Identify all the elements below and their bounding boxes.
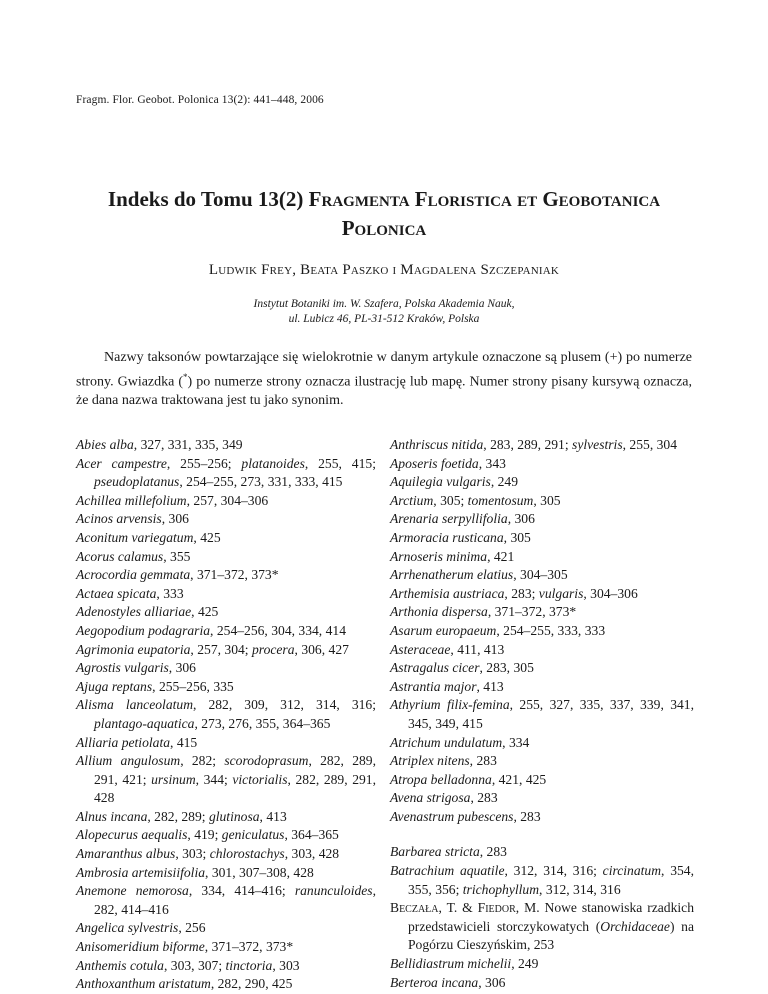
- page-references: , 355: [163, 548, 191, 564]
- index-column-left: [76, 436, 376, 994]
- index-entry: [390, 955, 694, 974]
- page-references: , 283, 305: [479, 660, 534, 676]
- page-references: , 334, 414–416;: [188, 883, 295, 899]
- index-entry: [390, 659, 694, 678]
- taxon-name: Athyrium filix-femina: [390, 697, 510, 713]
- index-entry: [390, 771, 694, 790]
- index-entry: [76, 864, 376, 883]
- page-references: , 304–306: [583, 585, 638, 601]
- taxon-name: Alnus incana: [76, 808, 148, 824]
- taxon-name: tomentosum: [467, 492, 534, 508]
- index-entry: [76, 845, 376, 864]
- page-references: , 282;: [180, 753, 225, 769]
- index-entry: [76, 808, 376, 827]
- index-entry: [76, 510, 376, 529]
- index-entry: [390, 789, 694, 808]
- index-entry: [390, 566, 694, 585]
- index-entry: [390, 548, 694, 567]
- page-references: , 364–365: [284, 827, 339, 843]
- page-references: , 306: [168, 660, 196, 676]
- page-references: , 411, 413: [450, 641, 505, 657]
- page-references: , 354, 355, 356;: [408, 863, 694, 897]
- index-column-right: [390, 436, 694, 992]
- page-references: , 327, 331, 335, 349: [133, 437, 243, 452]
- page-references: , 283, 289, 291;: [483, 437, 573, 452]
- index-entry: [76, 919, 376, 938]
- taxon-name: Avena strigosa: [390, 790, 471, 806]
- page-references: , 249: [490, 474, 518, 490]
- taxon-name: pseudoplatanus: [94, 474, 180, 490]
- index-entry: [76, 603, 376, 622]
- page-references: ) na Pogórzu Cieszyńskim, 253: [408, 918, 694, 953]
- taxon-name: vulgaris: [538, 585, 584, 601]
- index-entry: [76, 659, 376, 678]
- index-entry: [390, 734, 694, 753]
- taxon-name: Atrichum undulatum: [390, 734, 503, 750]
- taxon-name: Agrimonia eupatoria: [76, 641, 191, 657]
- taxon-name: Anisomeridium biforme: [76, 939, 205, 955]
- taxon-name: Berteroa incana: [390, 974, 479, 990]
- index-entry: [390, 678, 694, 697]
- taxon-name: circinatum: [602, 863, 662, 879]
- title-volume: Indeks do Tomu 13(2): [107, 187, 309, 211]
- page-references: , 334: [502, 734, 530, 750]
- page-title: [90, 185, 678, 243]
- index-entry: [76, 826, 376, 845]
- taxon-name: ursinum: [151, 771, 196, 787]
- taxon-name: Arrhenatherum elatius: [390, 567, 514, 583]
- taxon-name: Barbarea stricta: [390, 844, 480, 860]
- journal-citation: Fragm. Flor. Geobot. Polonica 13(2): 441–448, 2006: [76, 94, 324, 106]
- page-references: , 283: [479, 844, 507, 860]
- index-entry: [76, 752, 376, 808]
- index-entry: [390, 473, 694, 492]
- affiliation-line-2: ul. Lubicz 46, PL-31-512 Kraków, Polska: [288, 313, 480, 325]
- page-references: , 305: [533, 492, 561, 508]
- taxon-name: Anthriscus nitida: [390, 437, 484, 452]
- index-entry: [390, 492, 694, 511]
- taxon-name: Asteraceae: [390, 641, 451, 657]
- page-references: , 371–372, 373*: [204, 939, 294, 955]
- affiliation: [0, 297, 768, 327]
- taxon-name: Orchidaceae: [600, 918, 670, 934]
- page-references: , 344;: [195, 771, 233, 787]
- taxon-name: tinctoria: [225, 957, 273, 973]
- page-references: , 283: [470, 790, 498, 806]
- index-entry: [76, 585, 376, 604]
- page-references: , 282, 414–416: [94, 883, 376, 917]
- page-references: , 306: [478, 974, 506, 990]
- taxon-name: Aquilegia vulgaris: [390, 474, 491, 490]
- affiliation-line-1: Instytut Botaniki im. W. Szafera, Polska Akademia Nauk,: [253, 298, 515, 310]
- page-references: , 303, 307;: [163, 957, 226, 973]
- taxon-name: Agrostis vulgaris: [76, 660, 169, 676]
- index-entry: [390, 455, 694, 474]
- taxon-name: Batrachium aquatile: [390, 863, 505, 879]
- index-entry: [76, 436, 376, 455]
- taxon-name: Actaea spicata: [76, 585, 157, 601]
- index-entry: [390, 436, 694, 455]
- taxon-name: platanoides: [241, 455, 305, 471]
- index-entry: [390, 899, 694, 955]
- title-journal-name: Fragmenta Floristica et Geobotanica Polonica: [308, 187, 661, 240]
- taxon-name: victorialis: [232, 771, 288, 787]
- page-references: , 282, 289;: [147, 808, 209, 824]
- page-references: , 249: [511, 956, 539, 972]
- page-references: , 254–255, 273, 331, 333, 415: [179, 474, 343, 490]
- taxon-name: Anthoxanthum aristatum: [76, 976, 211, 992]
- page-references: , 256: [178, 920, 206, 936]
- taxon-name: Arnoseris minima: [390, 548, 488, 564]
- taxon-name: Bellidiastrum michelii: [390, 956, 512, 972]
- taxon-name: Acinos arvensis: [76, 511, 162, 527]
- index-entry: [76, 566, 376, 585]
- taxon-name: Angelica sylvestris: [76, 920, 179, 936]
- taxon-name: Anthemis cotula: [76, 957, 164, 973]
- page-references: , 255–256;: [166, 455, 242, 471]
- page-references: , 305: [503, 529, 531, 545]
- taxon-name: Atriplex nitens: [390, 753, 470, 769]
- index-entry: [390, 585, 694, 604]
- taxon-name: Aegopodium podagraria: [76, 622, 211, 638]
- index-entry: [76, 455, 376, 492]
- page-references: , 303: [272, 957, 300, 973]
- taxon-name: Anemone nemorosa: [76, 883, 189, 899]
- index-entry: [76, 548, 376, 567]
- taxon-name: scorodoprasum: [224, 753, 309, 769]
- intro-paragraph: Nazwy taksonów powtarzające się wielokrotnie w danym artykule oznaczone są plusem (+) po numerze strony. Gwiazdka (*) po numerze strony oznacza ilustrację lub mapę. Numer strony pisany kursywą oznacza, że dana nazwa traktowana jest tu jako synonim.: [76, 350, 692, 408]
- taxon-name: chlorostachys: [209, 846, 285, 862]
- taxon-name: Astrantia major: [390, 678, 477, 694]
- page-references: , 255, 327, 335, 337, 339, 341, 345, 349, 415: [408, 697, 695, 731]
- page-references: , 282, 309, 312, 314, 316;: [193, 697, 376, 713]
- index-entry: [76, 492, 376, 511]
- index-entry: [76, 696, 376, 733]
- taxon-name: Aposeris foetida: [390, 455, 479, 471]
- taxon-name: Alliaria petiolata: [76, 734, 171, 750]
- index-entry: [390, 752, 694, 771]
- page-references: , 283;: [504, 585, 539, 601]
- reference-authors: Beczała, T. & Fiedor,: [390, 900, 520, 916]
- taxon-name: Acorus calamus: [76, 548, 164, 564]
- page-references: , 254–256, 304, 334, 414: [210, 622, 346, 638]
- page-references: , 305;: [433, 492, 468, 508]
- page-references: , 312, 314, 316;: [504, 863, 603, 879]
- index-entry: [76, 734, 376, 753]
- index-entry: [390, 622, 694, 641]
- taxon-name: Atropa belladonna: [390, 771, 492, 787]
- taxon-name: glutinosa: [208, 808, 260, 824]
- page-references: , 419;: [187, 827, 222, 843]
- index-entry: [390, 641, 694, 660]
- page-references: , 282, 289, 291, 428: [94, 771, 376, 806]
- taxon-name: Arthonia dispersa: [390, 604, 488, 620]
- index-entry: [390, 808, 694, 827]
- page-references: , 421, 425: [491, 771, 547, 787]
- taxon-name: trichophyllum: [462, 881, 540, 897]
- index-entry: [76, 622, 376, 641]
- taxon-name: Ambrosia artemisiifolia: [76, 864, 206, 880]
- taxon-name: plantago-aquatica: [94, 715, 195, 731]
- taxon-name: Adenostyles alliariae: [76, 604, 192, 620]
- page-references: , 413: [259, 808, 287, 824]
- page-references: , 333: [156, 585, 184, 601]
- taxon-name: sylvestris: [572, 437, 623, 452]
- index-entry: [390, 862, 694, 899]
- taxon-name: Arctium: [390, 492, 434, 508]
- page-references: , 283: [469, 753, 497, 769]
- index-entry: [76, 975, 376, 994]
- index-entry: [76, 529, 376, 548]
- taxon-name: Avenastrum pubescens: [390, 808, 514, 824]
- taxon-name: Acrocordia gemmata: [76, 567, 191, 583]
- page-references: , 306: [161, 511, 189, 527]
- page-references: , 257, 304–306: [186, 492, 269, 508]
- index-entry: [390, 974, 694, 993]
- page-references: , 283: [513, 808, 541, 824]
- page-references: M. Nowe stanowiska rzadkich przedstawicieli storczykowatych (: [408, 900, 694, 934]
- index-entry: [390, 529, 694, 548]
- index-entry: [390, 603, 694, 622]
- taxon-name: procera: [251, 641, 295, 657]
- taxon-name: Asarum europaeum: [390, 622, 497, 638]
- page-references: , 425: [191, 604, 219, 620]
- taxon-name: Arenaria serpyllifolia: [390, 511, 508, 527]
- index-entry: [76, 882, 376, 919]
- index-entry: [76, 678, 376, 697]
- page-references: , 413: [476, 678, 504, 694]
- taxon-name: Ajuga reptans: [76, 678, 153, 694]
- taxon-name: Allium angulosum: [76, 753, 181, 769]
- page-references: , 255–256, 335: [152, 678, 234, 694]
- taxon-name: Alisma lanceolatum: [76, 697, 194, 713]
- index-entry: [76, 641, 376, 660]
- taxon-name: Armoracia rusticana: [390, 529, 504, 545]
- authors: Ludwik Frey, Beata Paszko i Magdalena Szczepaniak: [208, 262, 560, 278]
- taxon-name: Acer campestre: [76, 455, 167, 471]
- index-entry: [390, 843, 694, 862]
- page-references: , 304–305: [513, 567, 568, 583]
- index-entry: [76, 938, 376, 957]
- taxon-name: Achillea millefolium: [76, 492, 187, 508]
- page-references: , 371–372, 373*: [487, 604, 577, 620]
- page-references: , 255, 304: [622, 437, 677, 452]
- taxon-name: Astragalus cicer: [390, 660, 480, 676]
- page-references: , 312, 314, 316: [539, 881, 621, 897]
- taxon-name: ranunculoides: [294, 883, 373, 899]
- page-references: , 282, 289, 291, 421;: [94, 753, 376, 787]
- page-references: , 255, 415;: [304, 455, 376, 471]
- page-references: , 273, 276, 355, 364–365: [194, 715, 331, 731]
- index-entry: [76, 957, 376, 976]
- page-references: , 415: [170, 734, 198, 750]
- index-entry: [390, 696, 694, 733]
- taxon-name: Abies alba: [76, 437, 134, 452]
- page-references: , 257, 304;: [190, 641, 252, 657]
- page-references: , 421: [487, 548, 515, 564]
- page-references: , 306, 427: [294, 641, 349, 657]
- page-references: , 425: [193, 529, 221, 545]
- taxon-name: Aconitum variegatum: [76, 529, 194, 545]
- taxon-name: Alopecurus aequalis: [76, 827, 188, 843]
- page-references: , 301, 307–308, 428: [205, 864, 314, 880]
- page-references: , 254–255, 333, 333: [496, 622, 606, 638]
- page-references: , 306: [507, 511, 535, 527]
- page-references: , 282, 290, 425: [210, 976, 293, 992]
- taxon-name: Arthemisia austriaca: [390, 585, 505, 601]
- taxon-name: Amaranthus albus: [76, 846, 176, 862]
- index-entry: [390, 510, 694, 529]
- page-references: , 343: [478, 455, 506, 471]
- taxon-name: geniculatus: [221, 827, 285, 843]
- page-references: , 371–372, 373*: [190, 567, 279, 583]
- page-references: , 303;: [175, 846, 210, 862]
- page-references: , 303, 428: [284, 846, 340, 862]
